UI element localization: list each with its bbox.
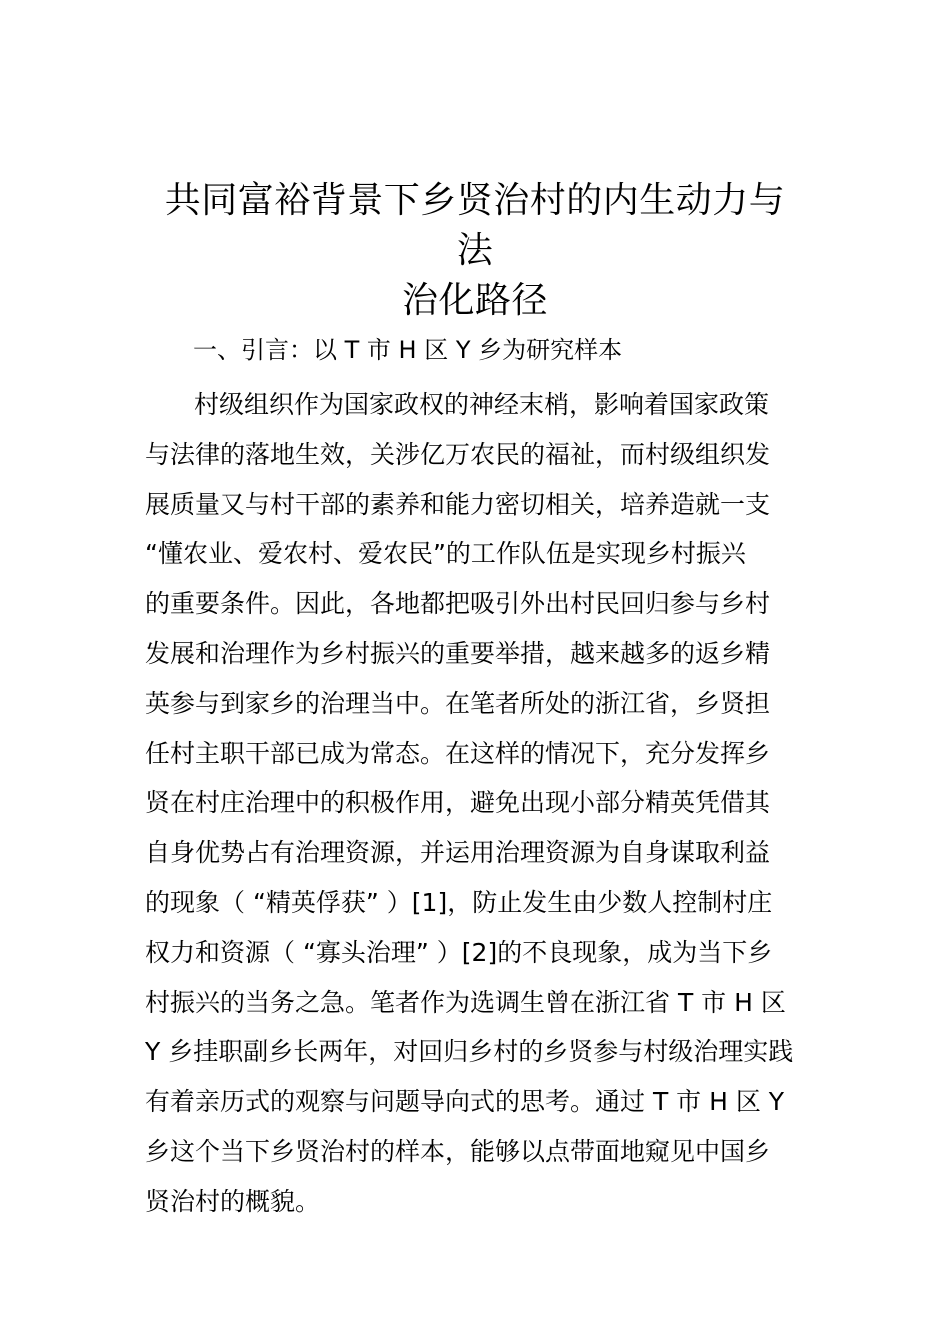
paragraph-line: 发展和治理作为乡村振兴的重要举措，越来越多的返乡精 — [145, 638, 771, 668]
paragraph-line: 权力和资源（ “寡头治理” ）[2]的不良现象，成为当下乡 — [145, 937, 773, 967]
paragraph-line: 展质量又与村干部的素养和能力密切相关，培养造就一支 — [145, 489, 771, 519]
paragraph-line: 与法律的落地生效，关涉亿万农民的福祉，而村级组织发 — [145, 439, 771, 469]
title-line: 治化路径 — [401, 280, 548, 321]
section-heading: 一、引言：以 T 市 H 区 Y 乡为研究样本 — [193, 336, 623, 364]
paragraph-line: 村级组织作为国家政权的神经末梢，影响着国家政策 — [194, 390, 770, 419]
paragraph-line: 乡这个当下乡贤治村的样本，能够以点带面地窥见中国乡 — [145, 1136, 771, 1166]
paragraph-line: 的重要条件。因此，各地都把吸引外出村民回归参与乡村 — [145, 589, 771, 619]
paragraph-line: “懂农业、爱农村、爱农民”的工作队伍是实现乡村振兴 — [145, 539, 746, 569]
body-paragraph — [145, 380, 805, 1227]
paragraph-line: 英参与到家乡的治理当中。在笔者所处的浙江省，乡贤担 — [145, 688, 771, 718]
paragraph-line: Y 乡挂职副乡长两年，对回归乡村的乡贤参与村级治理实践 — [145, 1037, 794, 1067]
paragraph-line: 贤在村庄治理中的积极作用，避免出现小部分精英凭借其 — [145, 788, 771, 818]
document-title — [150, 176, 800, 326]
paragraph-line: 有着亲历式的观察与问题导向式的思考。通过 T 市 H 区 Y — [145, 1087, 785, 1117]
paragraph-line: 贤治村的概貌。 — [145, 1186, 321, 1216]
title-line: 共同富裕背景下乡贤治村的内生动力与法 — [164, 180, 786, 271]
paragraph-line: 任村主职干部已成为常态。在这样的情况下，充分发挥乡 — [145, 738, 771, 768]
paragraph-line: 的现象（ “精英俘获” ）[1]，防止发生由少数人控制村庄 — [145, 887, 773, 917]
paragraph-line: 村振兴的当务之急。笔者作为选调生曾在浙江省 T 市 H 区 — [145, 987, 786, 1017]
paragraph-line: 自身优势占有治理资源，并运用治理资源为自身谋取利益 — [145, 838, 771, 868]
